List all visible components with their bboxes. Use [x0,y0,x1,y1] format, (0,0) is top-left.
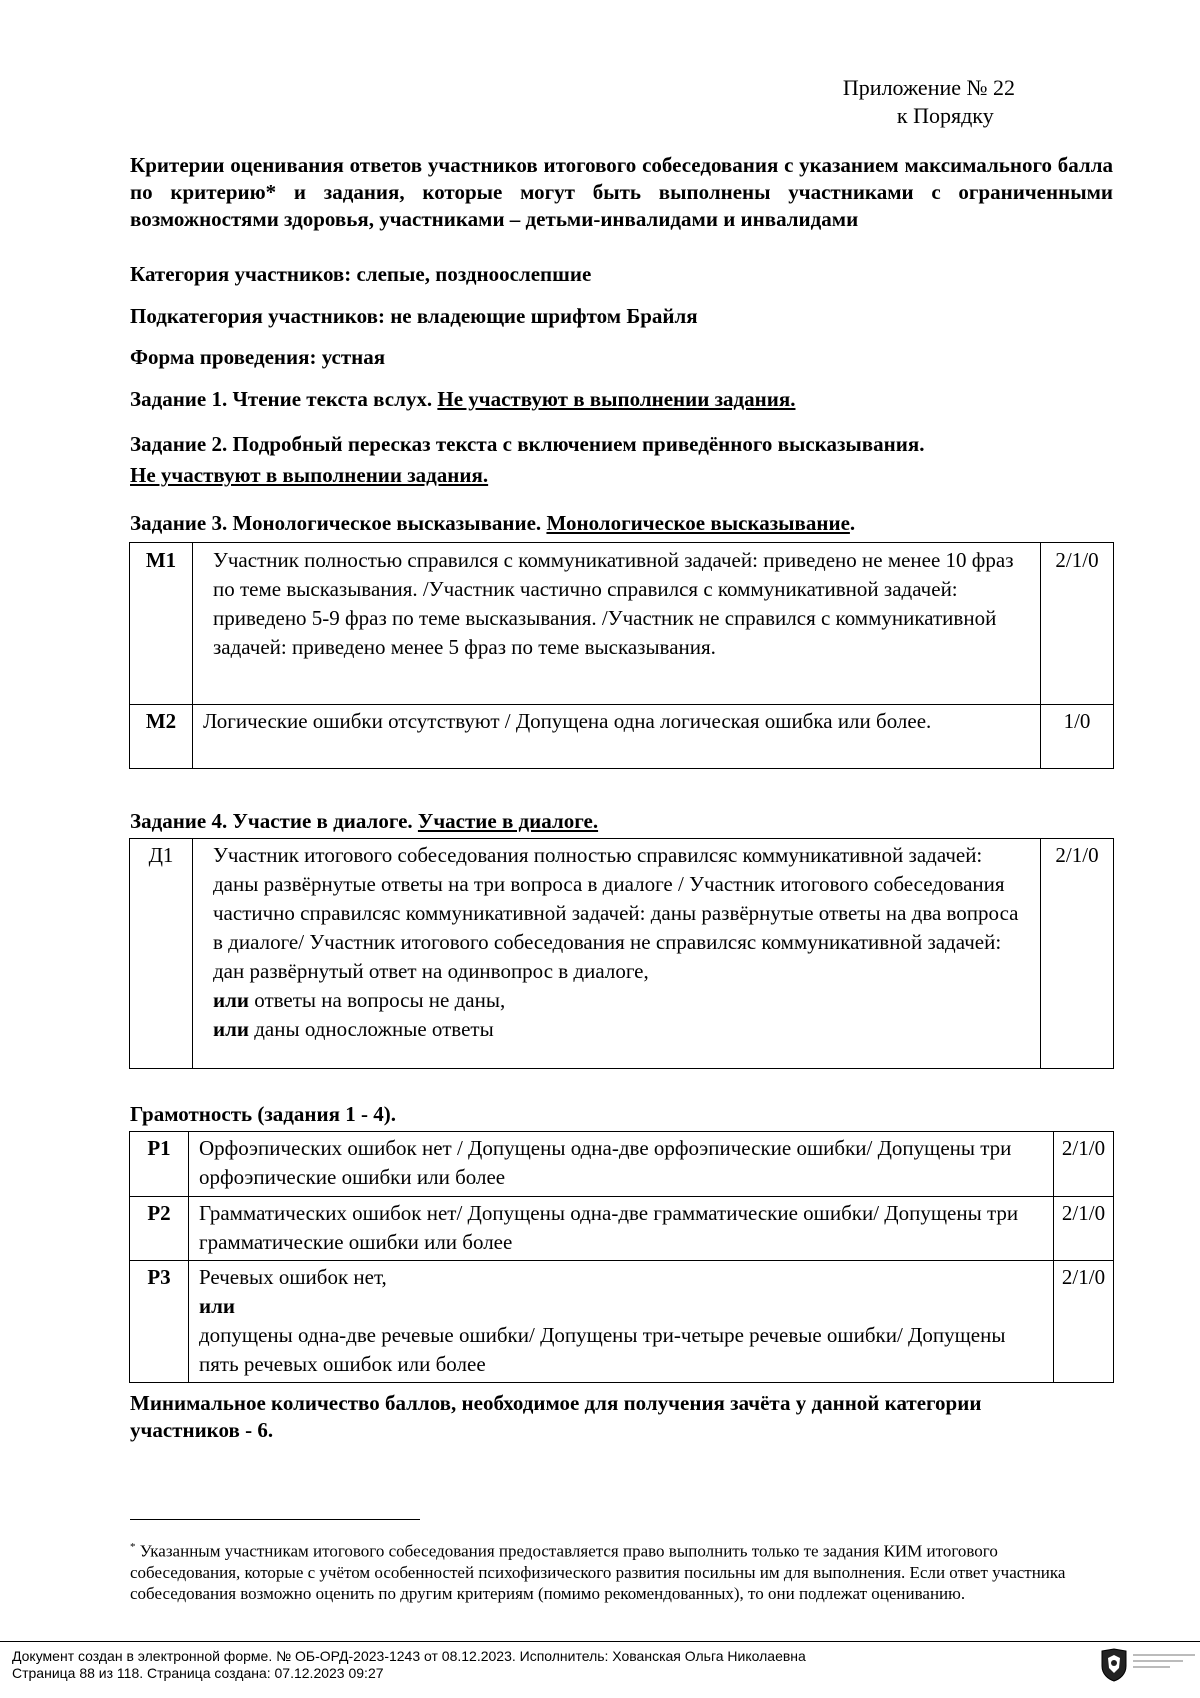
criterion-score: 2/1/0 [1054,1261,1114,1383]
task4-note: Участие в диалоге. [417,809,599,833]
criterion-code: Р2 [130,1197,189,1261]
criterion-code: М1 [130,543,193,705]
participant-category: Категория участников: слепые, поздноослепшие [130,262,592,286]
appendix-reference: к Порядку [896,103,994,128]
criterion-score: 2/1/0 [1041,543,1114,705]
document-metadata-line2: Страница 88 из 118. Страница создана: 07.12.2023 09:27 [12,1665,384,1681]
footer-divider [0,1641,1200,1642]
alternative-text: даны односложные ответы [248,1017,494,1041]
or-keyword: или [213,988,249,1012]
criterion-description [189,1261,1054,1383]
task1-heading [130,386,795,413]
footnote-mark: * [130,1541,136,1553]
criterion-description: Орфоэпических ошибок нет / Допущены одна-две орфоэпические ошибки/ Допущены три орфоэпические ошибки или более [189,1132,1054,1197]
speech-criterion-text-a: Речевых ошибок нет, [199,1265,387,1289]
footnote-text: Указанным участникам итогового собеседования предоставляется право выполнить только те задания КИМ итогового собеседования, которые с учётом особенностей психофизического развития посильны им для выполнения. Если ответ участника собеседования возможно оценить по другим критериям (помимо рекомендованных), то они подлежат оцениванию. [130,1541,1066,1603]
or-keyword: или [199,1294,235,1318]
task1-note: Не участвуют в выполнении задания. [437,387,796,411]
criterion-code: Р3 [130,1261,189,1383]
literacy-heading: Грамотность (задания 1 - 4). [130,1102,396,1126]
coat-of-arms-icon [1100,1648,1128,1682]
criterion-description: Грамматических ошибок нет/ Допущены одна-две грамматические ошибки/ Допущены три грамматические ошибки или более [189,1197,1054,1261]
footnote-divider [130,1519,420,1520]
alternative-text: ответы на вопросы не даны, [248,988,506,1012]
task3-heading [130,510,855,537]
task3-criteria-table [129,542,1114,769]
task3-note: Монологическое высказывание [546,511,850,535]
task2-heading: Задание 2. Подробный пересказ текста с включением приведённого высказывания. [130,432,925,456]
criterion-score: 2/1/0 [1041,839,1114,1069]
speech-criterion-text-b: допущены одна-две речевые ошибки/ Допущены три-четыре речевые ошибки/ Допущены пять речевых ошибок или более [199,1323,1006,1376]
task4-criteria-table [129,838,1114,1069]
minimum-score-note: Минимальное количество баллов, необходимое для получения зачёта у данной категории участников - 6. [130,1391,982,1442]
criterion-code: М2 [130,705,193,769]
table-row [130,1261,1114,1383]
organization-logo-text [1133,1651,1195,1681]
table-row [130,705,1114,769]
document-title: Критерии оценивания ответов участников итогового собеседования с указанием максимального балла по критерию* и задания, которые могут быть выполнены участниками с ограниченными возможностями здоровья, участниками – детьми-инвалидами и инвалидами [130,153,1113,231]
task4-title: Задание 4. Участие в диалоге. [130,809,418,833]
document-metadata [12,1648,806,1682]
criterion-description: Участник полностью справился с коммуникативной задачей: приведено не менее 10 фраз по теме высказывания. /Участник частично справился с коммуникативной задачей: приведено 5-9 фраз по теме высказывания. /Участник не справился с коммуникативной задачей: приведено менее 5 фраз по теме высказывания. [193,543,1041,705]
table-row [130,543,1114,705]
task1-title: Задание 1. Чтение текста вслух. [130,387,438,411]
criterion-description [193,839,1041,1069]
appendix-number: Приложение № 22 [842,75,1015,100]
footnote [130,1537,1090,1604]
appendix-header [843,74,1015,130]
participant-subcategory: Подкатегория участников: не владеющие шрифтом Брайля [130,304,698,328]
table-row [130,1132,1114,1197]
dialogue-criterion-text: Участник итогового собеседования полностью справилсяс коммуникативной задачей: даны развёрнутые ответы на три вопроса в диалоге / Участник итогового собеседования частично справилсяс коммуникативной задачей: даны развёрнутые ответы на два вопроса в диалоге/ Участник итогового собеседования не справилсяс коммуникативной задачей: дан развёрнутый ответ на одинвопрос в диалоге, [213,843,1019,983]
task3-title: Задание 3. Монологическое высказывание. [130,511,547,535]
document-metadata-line1: Документ создан в электронной форме. № ОБ-ОРД-2023-1243 от 08.12.2023. Исполнитель: Хованская Ольга Николаевна [12,1648,806,1664]
conduct-form: Форма проведения: устная [130,345,386,369]
literacy-criteria-table [129,1131,1114,1383]
table-row [130,839,1114,1069]
criterion-code: Д1 [130,839,193,1069]
criterion-code: Р1 [130,1132,189,1197]
task3-end: . [849,511,856,535]
criterion-description: Логические ошибки отсутствуют / Допущена одна логическая ошибка или более. [193,705,1041,769]
criterion-score: 2/1/0 [1054,1197,1114,1261]
task2-note: Не участвуют в выполнении задания. [130,463,489,487]
criterion-score: 2/1/0 [1054,1132,1114,1197]
or-keyword: или [213,1017,249,1041]
task4-heading [130,808,598,835]
criterion-score: 1/0 [1041,705,1114,769]
table-row [130,1197,1114,1261]
